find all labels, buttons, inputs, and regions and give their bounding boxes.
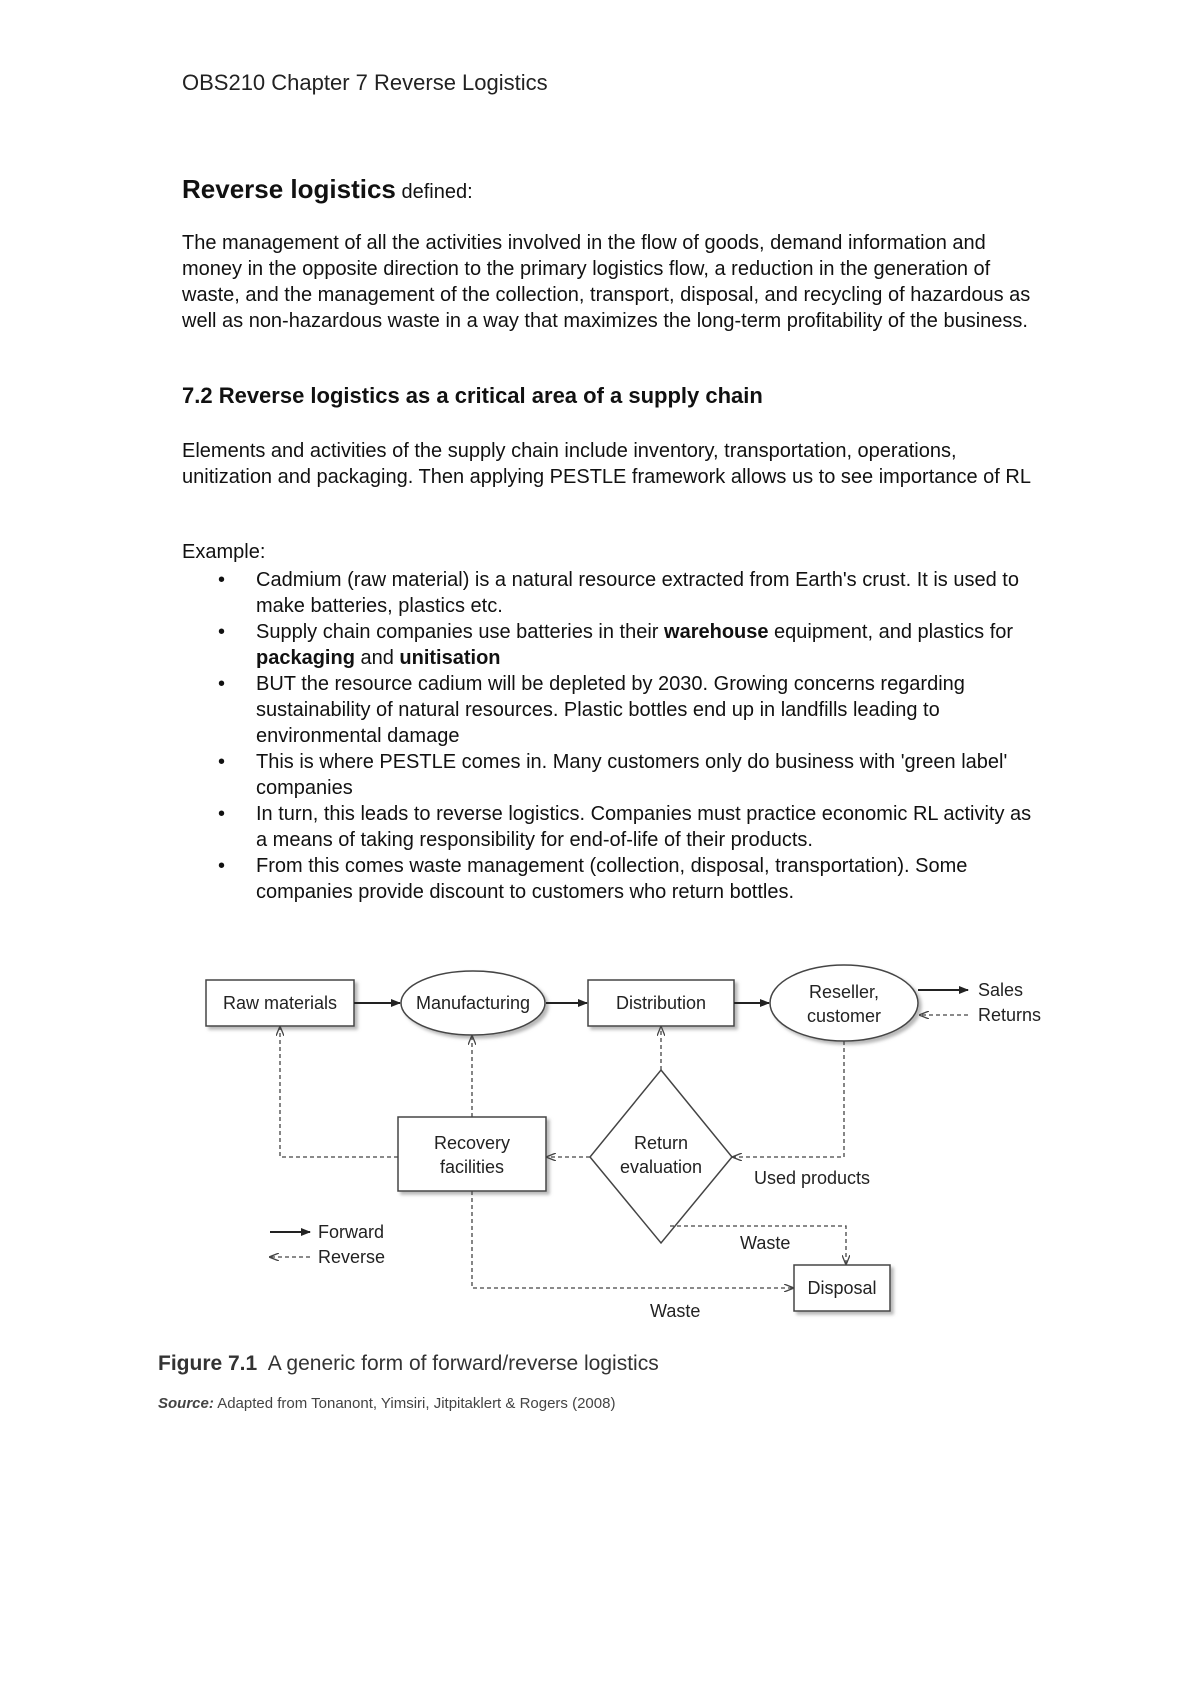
figure-source xyxy=(158,1395,615,1412)
disposal-label: Disposal xyxy=(807,1278,877,1298)
list-item xyxy=(182,749,1042,801)
list-item xyxy=(182,853,1042,905)
section-paragraph: Elements and activities of the supply chain include inventory, transportation, operations, unitization and packaging. Then applying PESTLE framework allows us to see importance of RL xyxy=(182,440,1031,488)
bullet-text: BUT the resource cadium will be depleted by 2030. Growing concerns regarding sustainability of natural resources. Plastic bottles end up in landfills leading to environmental damage xyxy=(256,673,965,747)
bullet-icon: • xyxy=(218,855,226,877)
reseller-label-line2: customer xyxy=(806,1006,882,1026)
list-item xyxy=(182,801,1042,853)
bold-packaging: packaging xyxy=(256,647,355,669)
definition-heading xyxy=(182,174,473,205)
waste-lower-label: Waste xyxy=(650,1301,701,1321)
bold-warehouse: warehouse xyxy=(664,621,769,643)
definition-paragraph: The management of all the activities involved in the flow of goods, demand information and money in the opposite direction to the primary logistics flow, a reduction in the generation of waste, and the management of the collection, transport, disposal, and recycling of hazardous as well as non-hazardous waste in a way that maximizes the long-term profitability of the business. xyxy=(182,232,1031,332)
logistics-flow-diagram xyxy=(150,945,1070,1345)
list-item xyxy=(182,567,1042,619)
waste-upper-label: Waste xyxy=(740,1233,791,1253)
bullet-text: In turn, this leads to reverse logistics. Companies must practice economic RL activity as a means of taking responsibility for end-of-life of their products. xyxy=(256,803,1032,851)
definition-suffix: defined: xyxy=(395,181,473,203)
recovery-label-line1: Recovery xyxy=(433,1133,511,1153)
bullet-text: From this comes waste management (collection, disposal, transportation). Some companies provide discount to customers who return bottles. xyxy=(256,855,968,903)
list-item xyxy=(182,619,1042,671)
recovery-label-line2: facilities xyxy=(439,1157,505,1177)
definition-term: Reverse logistics xyxy=(182,174,396,204)
list-item xyxy=(182,671,1042,749)
figure-caption-text: A generic form of forward/reverse logistics xyxy=(267,1352,659,1375)
bullet-icon: • xyxy=(218,569,226,591)
bullet-text-pre: Supply chain companies use batteries in their xyxy=(256,621,665,643)
returns-label: Returns xyxy=(978,1005,1042,1025)
bullet-icon: • xyxy=(218,803,226,825)
page-header: OBS210 Chapter 7 Reverse Logistics xyxy=(182,70,548,95)
bold-unitisation: unitisation xyxy=(399,647,501,669)
raw-materials-label: Raw materials xyxy=(222,993,338,1013)
example-bullet-list xyxy=(182,567,1042,905)
return-evaluation-line2: evaluation xyxy=(619,1157,703,1177)
bullet-text-mid: equipment, and plastics for xyxy=(768,621,1014,643)
figure-source-text: Adapted from Tonanont, Yimsiri, Jitpitaklert & Rogers (2008) xyxy=(217,1395,616,1412)
bullet-icon: • xyxy=(218,673,226,695)
example-label: Example: xyxy=(182,541,266,563)
bullet-icon: • xyxy=(218,621,226,643)
reseller-label-line1: Reseller, xyxy=(808,982,880,1002)
section-heading: 7.2 Reverse logistics as a critical area of a supply chain xyxy=(182,383,763,408)
manufacturing-label: Manufacturing xyxy=(415,993,531,1013)
used-products-label: Used products xyxy=(754,1168,871,1188)
bullet-icon: • xyxy=(218,751,226,773)
reseller-ellipse xyxy=(770,965,918,1041)
legend-forward-label: Forward xyxy=(318,1222,385,1242)
arrow-recovery-to-raw xyxy=(280,1027,398,1157)
bullet-text: Cadmium (raw material) is a natural resource extracted from Earth's crust. It is used to make batteries, plastics etc. xyxy=(256,569,1019,617)
legend-reverse-label: Reverse xyxy=(318,1247,386,1267)
figure-source-label: Source: xyxy=(158,1395,214,1412)
distribution-label: Distribution xyxy=(615,993,707,1013)
figure-number: Figure 7.1 xyxy=(158,1352,258,1375)
bullet-text-mid2: and xyxy=(354,647,400,669)
sales-label: Sales xyxy=(978,980,1024,1000)
recovery-box xyxy=(398,1117,546,1191)
arrow-used-products xyxy=(733,1041,844,1157)
bullet-text: This is where PESTLE comes in. Many customers only do business with 'green label' companies xyxy=(256,751,1008,799)
return-evaluation-line1: Return xyxy=(633,1133,689,1153)
figure-caption xyxy=(158,1352,659,1376)
